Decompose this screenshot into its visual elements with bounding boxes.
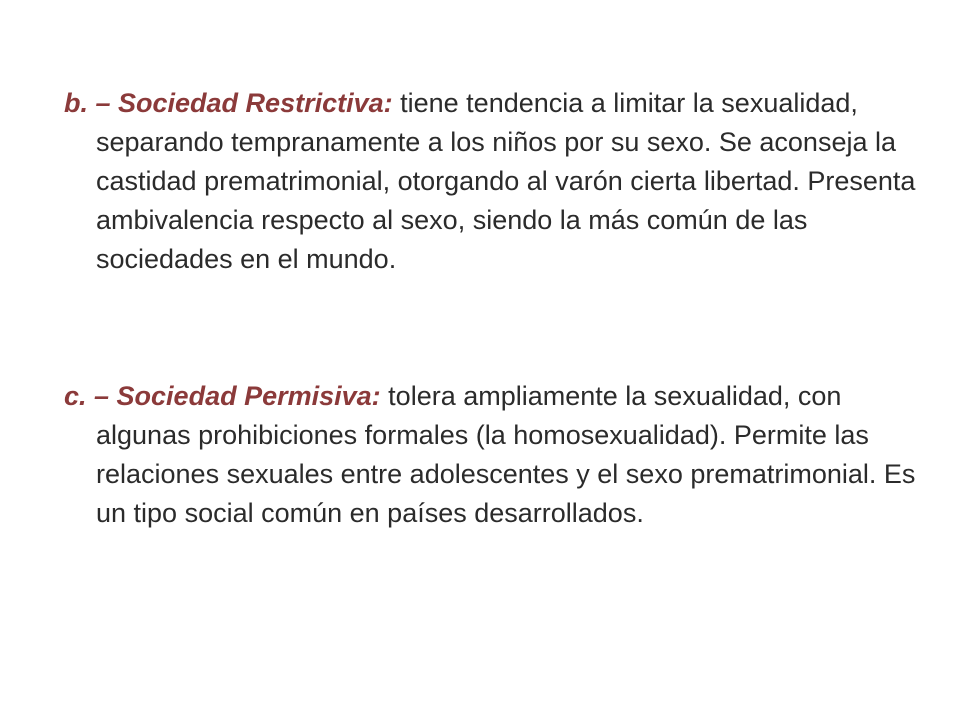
- paragraph-permissive-society: [64, 377, 924, 533]
- heading-restrictive-society: b. – Sociedad Restrictiva:: [64, 88, 393, 118]
- heading-permissive-society: c. – Sociedad Permisiva:: [64, 381, 381, 411]
- body-restrictive-society: tiene tendencia a limitar la sexualidad, separando tempranamente a los niños por su sexo. Se aconseja la castidad prematrimonial, otorgando al varón cierta libertad. Presenta ambivalencia respecto al sexo, siendo la más común de las sociedades en el mundo.: [96, 88, 916, 274]
- paragraph-restrictive-society: [64, 84, 924, 279]
- body-permissive-society: tolera ampliamente la sexualidad, con algunas prohibiciones formales (la homosexualidad). Permite las relaciones sexuales entre adolescentes y el sexo prematrimonial. Es un tipo social común en países desarrollados.: [96, 381, 916, 528]
